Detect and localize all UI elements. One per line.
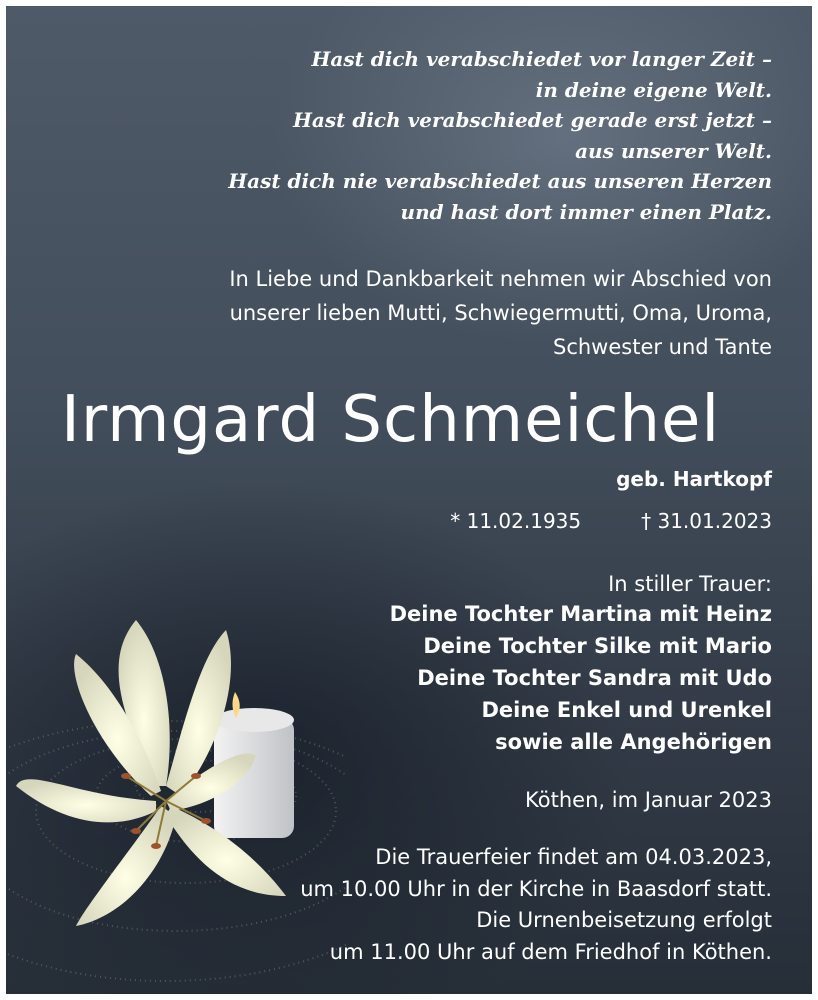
mourner: Deine Tochter Silke mit Mario xyxy=(423,634,772,658)
poem-line: aus unserer Welt. xyxy=(575,138,772,163)
place-date: Köthen, im Januar 2023 xyxy=(525,788,772,812)
ceremony-line: Die Trauerfeier findet am 04.03.2023, xyxy=(375,845,772,869)
deceased-name: Irmgard Schmeichel xyxy=(61,383,721,457)
mourners-list xyxy=(390,598,772,758)
poem-line: Hast dich verabschiedet gerade erst jetzt – xyxy=(293,108,772,132)
poem-line: Hast dich verabschiedet vor langer Zeit – xyxy=(311,47,772,71)
life-dates xyxy=(450,506,772,536)
ceremony-line: um 10.00 Uhr in der Kirche in Baasdorf statt. xyxy=(300,876,772,901)
mourner: sowie alle Angehörigen xyxy=(495,730,772,754)
death-date: † 31.01.2023 xyxy=(641,509,772,533)
birth-name: geb. Hartkopf xyxy=(616,467,772,491)
mourner: Deine Enkel und Urenkel xyxy=(481,698,772,722)
farewell-intro xyxy=(229,262,772,364)
poem-line: Hast dich nie verabschiedet aus unseren Herzen xyxy=(228,169,772,193)
ceremony-line: Die Urnenbeisetzung erfolgt xyxy=(476,908,772,932)
obituary-notice xyxy=(6,6,812,994)
mourning-intro: In stiller Trauer: xyxy=(608,572,772,596)
poem-line: in deine eigene Welt. xyxy=(535,77,772,102)
intro-line: Schwester und Tante xyxy=(553,335,772,359)
lily-candle-icon xyxy=(6,596,346,994)
poem-line: und hast dort immer einen Platz. xyxy=(400,199,772,224)
mourner: Deine Tochter Sandra mit Udo xyxy=(417,666,772,690)
intro-line: unserer lieben Mutti, Schwiegermutti, Oma, Uroma, xyxy=(229,301,772,325)
ceremony-info xyxy=(300,842,772,968)
birth-date: * 11.02.1935 xyxy=(450,509,582,533)
poem xyxy=(228,44,772,227)
intro-line: In Liebe und Dankbarkeit nehmen wir Abschied von xyxy=(229,267,772,291)
ceremony-line: um 11.00 Uhr auf dem Friedhof in Köthen. xyxy=(329,939,772,964)
mourner: Deine Tochter Martina mit Heinz xyxy=(389,602,772,626)
